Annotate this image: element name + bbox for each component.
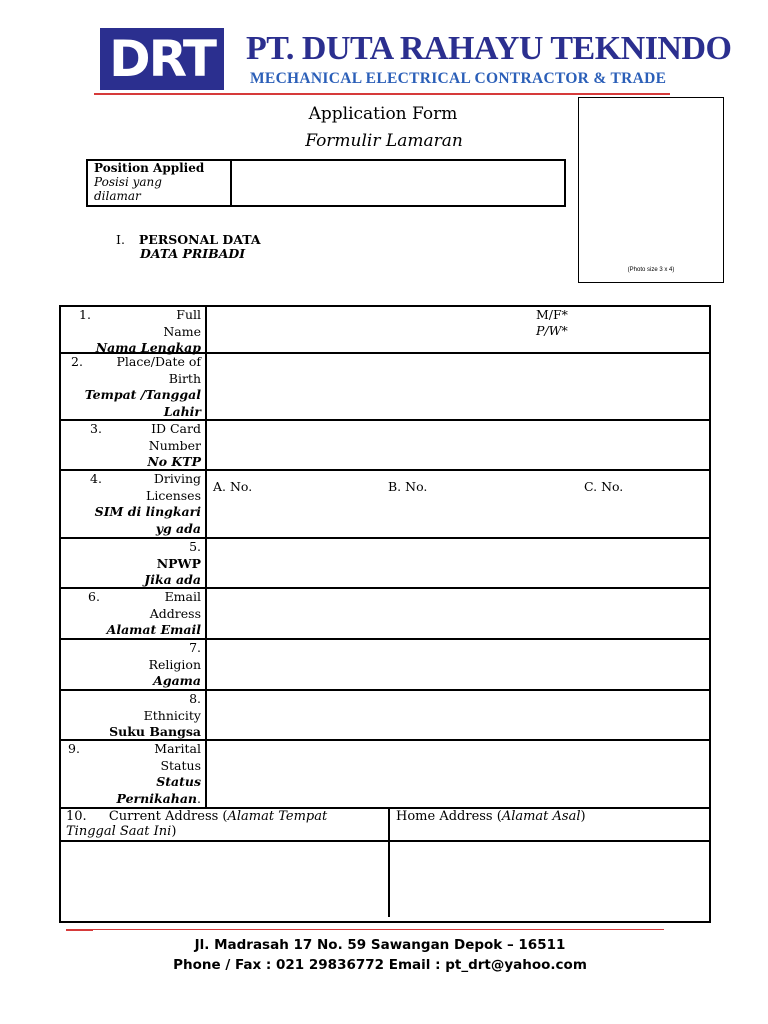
- license-a-label: A. No.: [213, 479, 253, 494]
- label-dot: .: [197, 790, 201, 806]
- row-number: 4.: [90, 471, 102, 486]
- label-npwp: [67, 539, 201, 589]
- row-number: 2.: [71, 354, 83, 369]
- label-id: Alamat Asal: [501, 809, 581, 824]
- label-en: NPWP: [156, 555, 201, 571]
- position-label-id-1: Posisi yang: [94, 175, 162, 189]
- label-id: Tinggal Saat Ini: [66, 824, 172, 839]
- label-id: Alamat Tempat: [227, 809, 328, 824]
- column-divider: [388, 807, 390, 917]
- label-en: Number: [148, 437, 201, 453]
- label-email: [67, 589, 201, 639]
- label-paren: ): [171, 824, 177, 839]
- label-id: yg ada: [155, 520, 201, 536]
- gender-label-id: P/W*: [536, 323, 568, 338]
- license-c-label: C. No.: [584, 479, 624, 494]
- gender-label-en: M/F*: [536, 307, 568, 322]
- label-marital-status: [67, 741, 201, 807]
- logo-text: DRT: [109, 30, 215, 88]
- label-en: Driving: [153, 471, 201, 486]
- section-number: I.: [116, 232, 125, 247]
- label-id: Status: [156, 774, 201, 789]
- label-en: Ethnicity: [143, 707, 201, 723]
- label-en: Email: [164, 589, 201, 604]
- section-heading: [116, 233, 261, 261]
- label-en: Home Address (: [396, 809, 502, 824]
- position-divider: [230, 161, 232, 205]
- label-id: Tempat /Tanggal: [84, 387, 201, 402]
- company-logo: [100, 28, 224, 90]
- label-paren: ): [580, 809, 586, 824]
- row-number: 10.: [66, 809, 87, 824]
- license-b-label: B. No.: [388, 479, 428, 494]
- company-tagline: MECHANICAL ELECTRICAL CONTRACTOR & TRADE: [250, 70, 667, 87]
- position-applied-box: [86, 159, 566, 207]
- label-religion: [67, 640, 201, 690]
- section-title-id: DATA PRIBADI: [140, 246, 246, 261]
- gender-label: [536, 307, 568, 339]
- label-id: SIM di lingkari: [94, 504, 201, 519]
- label-en: Full: [176, 307, 201, 322]
- label-en: ID Card: [151, 421, 201, 436]
- label-place-date-birth: [67, 354, 201, 420]
- label-id: No KTP: [147, 454, 201, 469]
- header-divider: [94, 93, 670, 95]
- label-id: Alamat Email: [106, 622, 201, 637]
- label-id: Lahir: [163, 403, 201, 419]
- photo-caption: (Photo size 3 x 4): [627, 267, 675, 273]
- label-en: Licenses: [146, 487, 201, 503]
- company-name: PT. DUTA RAHAYU TEKNINDO: [246, 30, 732, 67]
- position-label-en: Position Applied: [94, 161, 205, 175]
- position-label: [94, 161, 204, 203]
- section-title-en: PERSONAL DATA: [138, 232, 261, 247]
- label-en: Address: [149, 605, 201, 621]
- footer-contact: Phone / Fax : 021 29836772 Email : pt_drt@yahoo.com: [173, 957, 587, 973]
- form-subtitle: Formulir Lamaran: [305, 131, 463, 151]
- label-id: Agama: [153, 673, 201, 688]
- form-title: Application Form: [308, 104, 458, 124]
- label-id: Jika ada: [144, 572, 201, 587]
- position-value-field[interactable]: [236, 165, 556, 199]
- row-number: 7.: [189, 640, 201, 655]
- photo-box: [578, 97, 724, 283]
- row-number: 5.: [189, 539, 201, 554]
- position-label-id-2: dilamar: [94, 189, 141, 203]
- footer-address: Jl. Madrasah 17 No. 59 Sawangan Depok – 16511: [194, 937, 566, 953]
- label-en: Current Address (: [108, 809, 228, 824]
- label-id-card: [67, 421, 201, 471]
- label-en: Religion: [148, 656, 201, 672]
- footer-divider-accent: [66, 929, 93, 931]
- column-divider: [205, 307, 207, 807]
- row-number: 6.: [88, 589, 100, 604]
- row-divider: [61, 840, 709, 842]
- footer-divider: [66, 929, 664, 930]
- label-id: Suku Bangsa: [109, 724, 201, 739]
- label-home-address: [396, 809, 586, 824]
- label-current-address: [66, 809, 384, 839]
- row-number: 1.: [79, 307, 91, 322]
- label-id: Nama Lengkap: [95, 340, 201, 355]
- label-en: Name: [163, 323, 201, 339]
- label-en: Birth: [168, 370, 201, 386]
- label-id: Pernikahan: [116, 790, 198, 806]
- label-en: Marital: [154, 741, 201, 756]
- row-number: 8.: [189, 691, 201, 706]
- row-number: 9.: [68, 741, 80, 756]
- personal-data-table: [59, 305, 711, 923]
- row-number: 3.: [90, 421, 102, 436]
- label-ethnicity: [67, 691, 201, 741]
- label-en: Place/Date of: [116, 354, 201, 369]
- label-en: Status: [160, 757, 201, 773]
- label-driving-licenses: [67, 471, 201, 537]
- label-full-name: [67, 307, 201, 357]
